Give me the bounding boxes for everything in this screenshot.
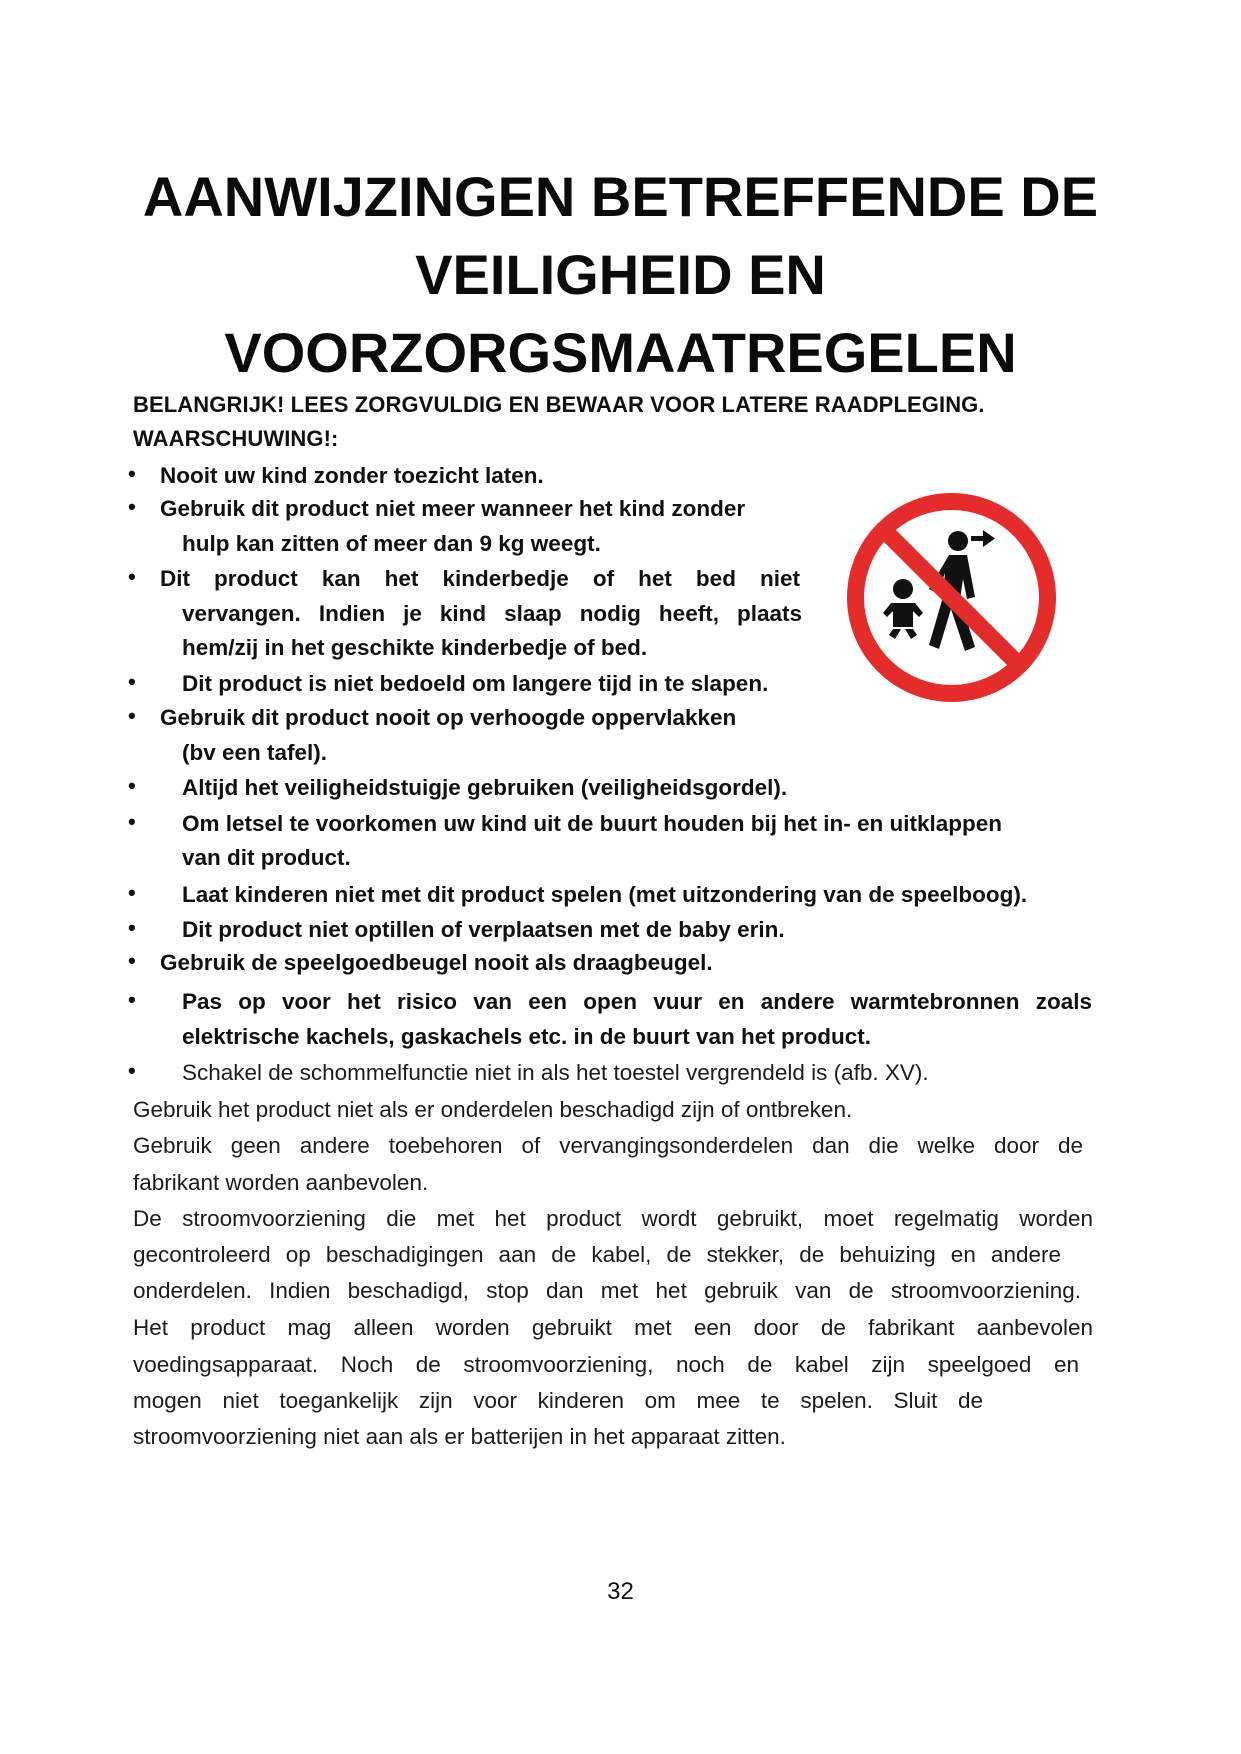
paragraph: onderdelen. Indien beschadigd, stop dan met het gebruik van de stroomvoorziening.: [133, 1278, 1081, 1303]
prohibition-leave-child-icon: [843, 489, 1060, 706]
list-item-continuation: hem/zij in het geschikte kinderbedje of bed.: [182, 635, 648, 660]
list-item: Schakel de schommelfunctie niet in als het toestel vergrendeld is (afb. XV).: [182, 1060, 929, 1085]
warning-heading: WAARSCHUWING!:: [133, 426, 339, 451]
bullet-icon: •: [128, 703, 136, 728]
bullet-icon: •: [128, 461, 136, 486]
list-item: Nooit uw kind zonder toezicht laten.: [160, 463, 544, 488]
list-item: Altijd het veiligheidstuigje gebruiken (veiligheidsgordel).: [182, 775, 788, 800]
list-item-continuation: elektrische kachels, gaskachels etc. in de buurt van het product.: [182, 1024, 871, 1049]
paragraph: Het product mag alleen worden gebruikt met een door de fabrikant aanbevolen: [133, 1315, 1093, 1340]
important-notice: BELANGRIJK! LEES ZORGVULDIG EN BEWAAR VOOR LATERE RAADPLEGING.: [133, 392, 985, 417]
page-title: [100, 158, 1141, 392]
page-number: 32: [607, 1578, 634, 1605]
list-item-continuation: van dit product.: [182, 845, 351, 870]
bullet-icon: •: [128, 669, 136, 694]
prohibition-sign: [843, 489, 1060, 706]
paragraph: Gebruik geen andere toebehoren of vervangingsonderdelen dan die welke door de: [133, 1133, 1083, 1158]
bullet-icon: •: [128, 1058, 136, 1083]
paragraph: De stroomvoorziening die met het product wordt gebruikt, moet regelmatig worden: [133, 1206, 1093, 1231]
paragraph: mogen niet toegankelijk zijn voor kinderen om mee te spelen. Sluit de: [133, 1388, 983, 1413]
paragraph: voedingsapparaat. Noch de stroomvoorziening, noch de kabel zijn speelgoed en: [133, 1352, 1079, 1377]
bullet-icon: •: [128, 809, 136, 834]
paragraph: Gebruik het product niet als er onderdelen beschadigd zijn of ontbreken.: [133, 1097, 853, 1122]
bullet-icon: •: [128, 773, 136, 798]
list-item: Dit product kan het kinderbedje of het bed niet: [160, 566, 800, 591]
list-item: Laat kinderen niet met dit product spelen (met uitzondering van de speelboog).: [182, 882, 1028, 907]
title-line-1: AANWIJZINGEN BETREFFENDE DE: [142, 165, 1099, 228]
list-item: Dit product is niet bedoeld om langere tijd in te slapen.: [182, 671, 769, 696]
list-item: Gebruik dit product nooit op verhoogde oppervlakken: [160, 705, 737, 730]
bullet-icon: •: [128, 987, 136, 1012]
bullet-icon: •: [128, 915, 136, 940]
list-item-continuation: vervangen. Indien je kind slaap nodig heeft, plaats: [182, 601, 802, 626]
paragraph: fabrikant worden aanbevolen.: [133, 1170, 429, 1195]
list-item: Gebruik dit product niet meer wanneer het kind zonder: [160, 496, 746, 521]
title-line-3: VOORZORGSMAATREGELEN: [224, 321, 1017, 384]
bullet-icon: •: [128, 564, 136, 589]
list-item: Gebruik de speelgoedbeugel nooit als draagbeugel.: [160, 950, 713, 975]
paragraph: gecontroleerd op beschadigingen aan de kabel, de stekker, de behuizing en andere: [133, 1242, 1061, 1267]
list-item-continuation: hulp kan zitten of meer dan 9 kg weegt.: [182, 531, 601, 556]
bullet-icon: •: [128, 948, 136, 973]
list-item: Dit product niet optillen of verplaatsen met de baby erin.: [182, 917, 785, 942]
paragraph: stroomvoorziening niet aan als er batterijen in het apparaat zitten.: [133, 1424, 786, 1449]
bullet-icon: •: [128, 880, 136, 905]
list-item-continuation: (bv een tafel).: [182, 740, 328, 765]
title-line-2: VEILIGHEID EN: [415, 243, 826, 306]
list-item: Om letsel te voorkomen uw kind uit de buurt houden bij het in- en uitklappen: [182, 811, 1003, 836]
bullet-icon: •: [128, 494, 136, 519]
list-item: Pas op voor het risico van een open vuur en andere warmtebronnen zoals: [182, 989, 1092, 1014]
